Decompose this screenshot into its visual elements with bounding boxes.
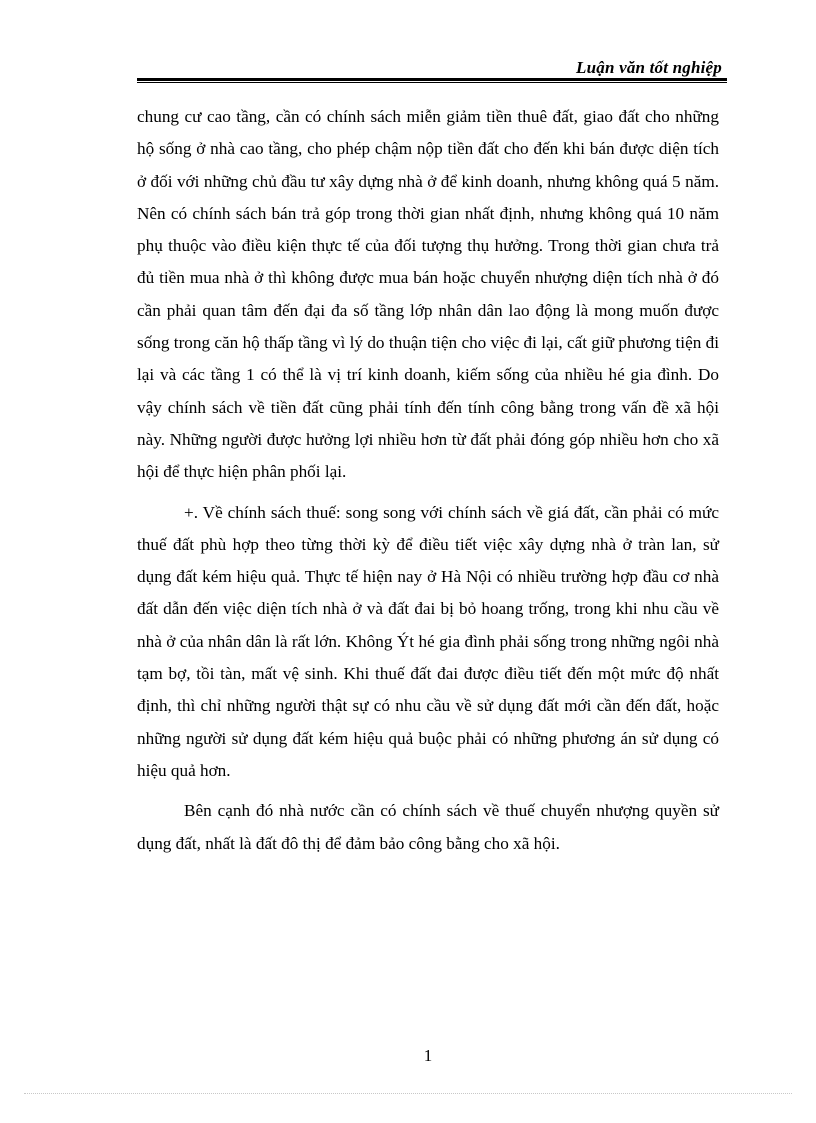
body-text	[137, 101, 719, 860]
paragraph-transfer-tax: Bên cạnh đó nhà nước cần có chính sách về thuế chuyển nhượng quyền sử dụng đất, nhất là đất đô thị để đảm bảo công bằng cho xã hội.	[137, 801, 719, 853]
header-double-rule	[137, 78, 727, 83]
paragraph-continuation: chung cư cao tầng, cần có chính sách miễn giảm tiền thuê đất, giao đất cho những hộ sống ở nhà cao tầng, cho phép chậm nộp tiền đất cho đến khi bán được diện tích ở đối với những chủ đầu tư xây dựng nhà ở để kinh doanh, nhưng không quá 5 năm. Nên có chính sách bán trả góp trong thời gian nhất định, nhưng không quá 10 năm phụ thuộc vào điều kiện thực tế của đối tượng thụ hưởng. Trong thời gian chưa trả đủ tiền mua nhà ở thì không được mua bán hoặc chuyển nhượng diện tích nhà ở đó cần phải quan tâm đến đại đa số tầng lớp nhân dân lao động là mong muốn được sống trong căn hộ thấp tầng vì lý do thuận tiện cho việc đi lại, cất giữ phương tiện đi lại và các tầng 1 có thể là vị trí kinh doanh, kiếm sống của nhiều hé gia đình. Do vậy chính sách về tiền đất cũng phải tính đến tính công bằng trong vấn đề xã hội này. Những người được hưởng lợi nhiều hơn từ đất phải đóng góp nhiều hơn cho xã hội để thực hiện phân phối lại.	[137, 107, 719, 482]
running-header-title: Luận văn tốt nghiệp	[576, 58, 722, 77]
paragraph-tax-policy: +. Về chính sách thuế: song song với chính sách về giá đất, cần phải có mức thuế đất phù hợp theo từng thời kỳ để điều tiết việc xây dựng nhà ở tràn lan, sử dụng đất kém hiệu quả. Thực tế hiện nay ở Hà Nội có nhiều trường hợp đầu cơ nhà đất dẫn đến việc diện tích nhà ở và đất đai bị bỏ hoang trống, trong khi nhu cầu về nhà ở của nhân dân là rất lớn. Không Ýt hé gia đình phải sống trong những ngôi nhà tạm bợ, tồi tàn, mất vệ sinh. Khi thuế đất đai được điều tiết đến một mức độ nhất định, thì chỉ những người thật sự có nhu cầu về sử dụng đất mới cần đến đất, hoặc những người sử dụng đất kém hiệu quả buộc phải có những phương án sử dụng có hiệu quả hơn.	[137, 502, 719, 780]
page-number: 1	[423, 1046, 433, 1065]
page-bottom-dotted-border	[24, 1093, 792, 1094]
